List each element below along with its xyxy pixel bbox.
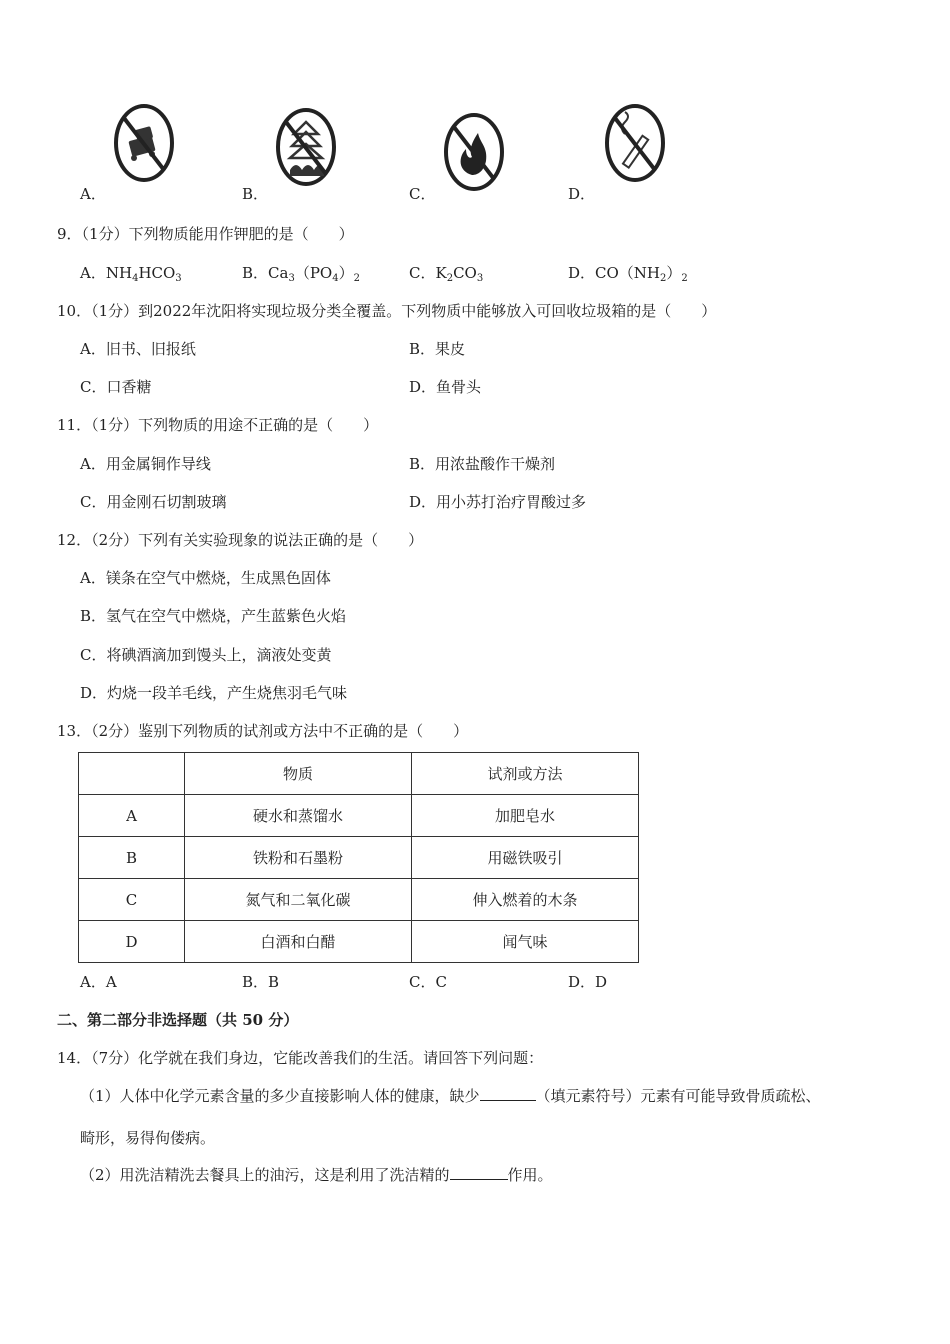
q12-option-b: B．氢气在空气中燃烧，产生蓝紫色火焰 xyxy=(80,607,347,625)
q9-option-d: D．$CO(NH_2)_2$ xyxy=(568,264,688,284)
table-cell: 铁粉和石墨粉 xyxy=(185,837,412,879)
q8-option-c-label: C． xyxy=(409,185,436,203)
table-cell: A xyxy=(79,795,185,837)
q10-option-a: A．旧书、旧报纸 xyxy=(80,340,196,358)
q9-option-b: B．$Ca_3(PO_4)_2$ xyxy=(242,264,360,284)
q14-part1-continued: 畸形，易得佝偻病。 xyxy=(80,1129,216,1147)
q11-option-a: A．用金属铜作导线 xyxy=(80,455,211,473)
table-row xyxy=(79,921,639,963)
no-fireworks-icon xyxy=(276,108,336,186)
q8-option-a-label: A． xyxy=(80,185,106,203)
table-cell: C xyxy=(79,879,185,921)
no-open-flame-icon xyxy=(444,113,504,191)
answer-blank-1[interactable] xyxy=(480,1086,536,1101)
table-cell: D xyxy=(79,921,185,963)
answer-blank-2[interactable] xyxy=(450,1165,508,1180)
q14-stem: 14．（7分）化学就在我们身边，它能改善我们的生活。请回答下列问题： xyxy=(57,1049,544,1067)
q10-option-d: D．鱼骨头 xyxy=(409,378,482,396)
table-cell: 伸入燃着的木条 xyxy=(412,879,639,921)
table-header-cell: 物质 xyxy=(185,753,412,795)
q11-stem: 11．（1分）下列物质的用途不正确的是（ ） xyxy=(57,416,379,434)
table-cell: 白酒和白醋 xyxy=(185,921,412,963)
q10-option-b: B．果皮 xyxy=(409,340,466,358)
q12-option-a: A．镁条在空气中燃烧，生成黑色固体 xyxy=(80,569,331,587)
table-row xyxy=(79,795,639,837)
q10-stem: 10．（1分）到2022年沈阳将实现垃圾分类全覆盖。下列物质中能够放入可回收垃圾箱的是（ ） xyxy=(57,302,717,320)
q13-option-b: B．B xyxy=(242,973,280,991)
q13-option-d: D．D xyxy=(568,973,608,991)
table-cell: 氮气和二氧化碳 xyxy=(185,879,412,921)
q8-option-b-label: B． xyxy=(242,185,269,203)
q11-option-b: B．用浓盐酸作干燥剂 xyxy=(409,455,556,473)
q12-stem: 12．（2分）下列有关实验现象的说法正确的是（ ） xyxy=(57,531,424,549)
q9-option-c: C．$K_2CO_3$ xyxy=(409,264,484,284)
no-smoking-icon xyxy=(605,104,665,182)
q13-option-c: C．C xyxy=(409,973,447,991)
table-row xyxy=(79,879,639,921)
no-parking-lot-icon xyxy=(114,104,174,182)
q14-part1: （1）人体中化学元素含量的多少直接影响人体的健康，缺少 （填元素符号）元素有可能导致骨质疏松、 xyxy=(80,1087,821,1105)
q10-option-c: C．口香糖 xyxy=(80,378,152,396)
q13-option-a: A．A xyxy=(80,973,117,991)
q8-option-d-label: D． xyxy=(568,185,596,203)
table-header-cell xyxy=(79,753,185,795)
section-title: 二、第二部分非选择题（共 50 分） xyxy=(57,1011,299,1029)
table-cell: 用磁铁吸引 xyxy=(412,837,639,879)
table-cell: 加肥皂水 xyxy=(412,795,639,837)
table-header-cell: 试剂或方法 xyxy=(412,753,639,795)
q12-option-c: C．将碘酒滴加到馒头上，滴液处变黄 xyxy=(80,646,332,664)
q14-part2: （2）用洗洁精洗去餐具上的油污，这是利用了洗洁精的 作用。 xyxy=(80,1166,553,1184)
q9-stem: 9．（1分）下列物质能用作钾肥的是（ ） xyxy=(57,225,354,243)
q11-option-c: C．用金刚石切割玻璃 xyxy=(80,493,227,511)
q12-option-d: D．灼烧一段羊毛线，产生烧焦羽毛气味 xyxy=(80,684,348,702)
q13-stem: 13．（2分）鉴别下列物质的试剂或方法中不正确的是（ ） xyxy=(57,722,469,740)
table-cell: 硬水和蒸馏水 xyxy=(185,795,412,837)
q13-table xyxy=(78,752,639,963)
table-cell: 闻气味 xyxy=(412,921,639,963)
q11-option-d: D．用小苏打治疗胃酸过多 xyxy=(409,493,587,511)
table-cell: B xyxy=(79,837,185,879)
q9-option-a: A．$NH_4HCO_3$ xyxy=(80,264,182,284)
table-row xyxy=(79,837,639,879)
table-header-row xyxy=(79,753,639,795)
